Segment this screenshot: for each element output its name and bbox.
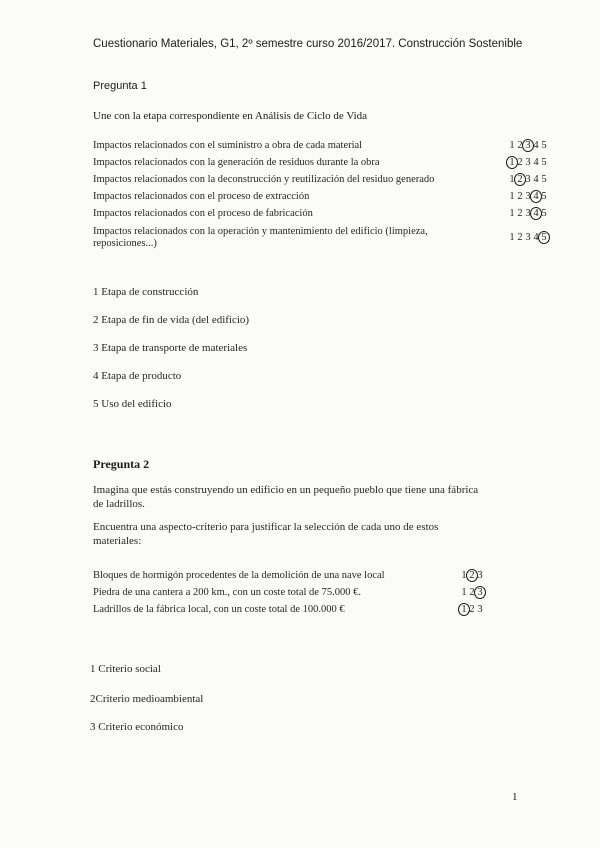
- stage-option: 5 Uso del edificio: [93, 398, 172, 410]
- intro-line-2: de ladrillos.: [93, 498, 145, 510]
- stage-option: 1 Etapa de construcción: [93, 286, 199, 298]
- answer-option: 2: [517, 140, 523, 151]
- answer-option: 2: [469, 604, 475, 615]
- answer-option: 4: [533, 174, 539, 185]
- circled-answer: 3: [525, 140, 531, 151]
- question-1-item: Impactos relacionados con el proceso de fabricación: [93, 208, 313, 219]
- circled-answer: 4: [533, 208, 539, 219]
- circled-answer: 5: [541, 232, 547, 243]
- task-line-1: Encuentra una aspecto-criterio para justificar la selección de cada uno de estos: [93, 521, 439, 533]
- page-number: 1: [512, 791, 518, 803]
- question-2-intro: [93, 483, 478, 511]
- answer-option: 1: [509, 174, 515, 185]
- answer-options: [460, 570, 484, 581]
- circled-answer: 3: [477, 587, 483, 598]
- answer-options: [508, 232, 548, 243]
- circled-answer: 4: [533, 191, 539, 202]
- answer-option: 3: [477, 570, 483, 581]
- answer-option: 1: [461, 570, 467, 581]
- answer-option: 1: [509, 191, 515, 202]
- answer-option: 1: [509, 208, 515, 219]
- answer-option: 2: [469, 587, 475, 598]
- stage-option: 3 Etapa de transporte de materiales: [93, 342, 248, 354]
- answer-option: 3: [525, 232, 531, 243]
- answer-option: 1: [461, 587, 467, 598]
- answer-option: 5: [541, 140, 547, 151]
- answer-option: 4: [533, 157, 539, 168]
- answer-options: [508, 191, 548, 202]
- question-2-title: Pregunta 2: [93, 457, 150, 471]
- answer-options: [508, 208, 548, 219]
- answer-option: 2: [517, 191, 523, 202]
- document-header: Cuestionario Materiales, G1, 2º semestre curso 2016/2017. Construcción Sostenible: [93, 38, 523, 50]
- criterion-option: 1 Criterio social: [90, 663, 161, 675]
- question-1-item: [93, 226, 428, 250]
- circled-answer: 2: [469, 570, 475, 581]
- answer-option: 3: [525, 208, 531, 219]
- answer-option: 4: [533, 140, 539, 151]
- question-2-item: Bloques de hormigón procedentes de la demolición de una nave local: [93, 570, 385, 581]
- answer-options: [460, 604, 484, 615]
- item-text-line-2: reposiciones...): [93, 238, 157, 249]
- question-2-item: Piedra de una cantera a 200 km., con un coste total de 75.000 €.: [93, 587, 361, 598]
- circled-answer: 2: [517, 174, 523, 185]
- answer-option: 2: [517, 208, 523, 219]
- answer-option: 5: [541, 191, 547, 202]
- answer-option: 3: [477, 604, 483, 615]
- answer-options: [508, 174, 548, 185]
- item-text-line-1: Impactos relacionados con la operación y mantenimiento del edificio (limpieza,: [93, 226, 428, 237]
- answer-options: [508, 140, 548, 151]
- stage-option: 2 Etapa de fin de vida (del edificio): [93, 314, 250, 326]
- answer-option: 5: [541, 157, 547, 168]
- answer-option: 1: [509, 232, 515, 243]
- answer-option: 4: [533, 232, 539, 243]
- answer-option: 2: [517, 157, 523, 168]
- answer-option: 1: [509, 140, 515, 151]
- question-2-task: [93, 520, 438, 548]
- question-1-item: Impactos relacionados con la generación de residuos durante la obra: [93, 157, 380, 168]
- intro-line-1: Imagina que estás construyendo un edificio en un pequeño pueblo que tiene una fábrica: [93, 484, 479, 496]
- stage-option: 4 Etapa de producto: [93, 370, 182, 382]
- answer-option: 3: [525, 157, 531, 168]
- answer-option: 5: [541, 208, 547, 219]
- answer-options: [460, 587, 484, 598]
- question-1-item: Impactos relacionados con el proceso de extracción: [93, 191, 310, 202]
- answer-option: 2: [517, 232, 523, 243]
- question-1-item: Impactos relacionados con la deconstrucción y reutilización del residuo generado: [93, 174, 435, 185]
- question-2-item: Ladrillos de la fábrica local, con un coste total de 100.000 €: [93, 604, 345, 615]
- question-1-title: Pregunta 1: [93, 80, 147, 92]
- answer-options: [508, 157, 548, 168]
- answer-option: 3: [525, 191, 531, 202]
- answer-option: 5: [541, 174, 547, 185]
- question-1-item: Impactos relacionados con el suministro a obra de cada material: [93, 140, 363, 151]
- criterion-option: 3 Criterio económico: [90, 721, 184, 733]
- circled-answer: 1: [509, 157, 515, 168]
- circled-answer: 1: [461, 604, 467, 615]
- task-line-2: materiales:: [93, 535, 142, 547]
- answer-option: 3: [525, 174, 531, 185]
- question-1-instruction: Une con la etapa correspondiente en Análisis de Ciclo de Vida: [93, 110, 368, 122]
- criterion-option: 2Criterio medioambiental: [90, 693, 204, 705]
